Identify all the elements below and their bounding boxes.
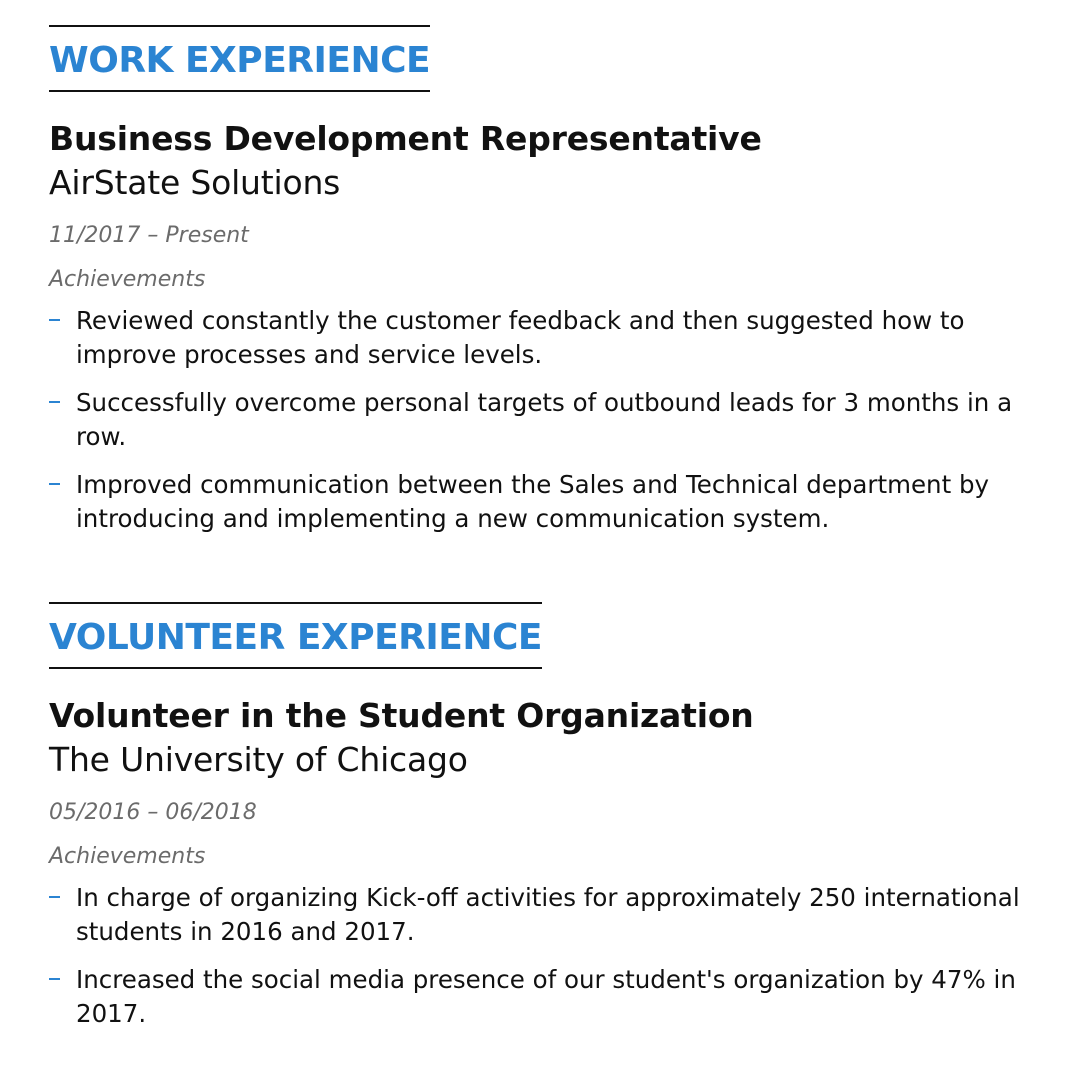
- resume-page: [49, 0, 1049, 1045]
- volunteer-experience-section: [49, 602, 1049, 1031]
- work-experience-section: [49, 25, 1049, 536]
- organization-name: The University of Chicago: [49, 740, 468, 779]
- company-name: AirState Solutions: [49, 163, 341, 202]
- section-heading-volunteer: VOLUNTEER EXPERIENCE: [49, 602, 542, 669]
- job-title: Business Development Representative: [49, 119, 762, 158]
- achievements-label: Achievements: [49, 844, 206, 869]
- section-heading-work: WORK EXPERIENCE: [49, 25, 430, 92]
- achievements-label: Achievements: [49, 267, 206, 292]
- achievement-text: Successfully overcome personal targets of outbound leads for 3 months in a row.: [76, 388, 1013, 451]
- achievement-item: [49, 468, 1036, 536]
- achievement-text: Increased the social media presence of our student's organization by 47% in 2017.: [76, 965, 1016, 1028]
- achievement-item: [49, 963, 1036, 1031]
- achievements-list: [49, 881, 1049, 1031]
- achievement-text: In charge of organizing Kick-off activities for approximately 250 international students in 2016 and 2017.: [76, 883, 1020, 946]
- date-range: 11/2017 – Present: [49, 223, 249, 248]
- dash-bullet-icon: [49, 319, 60, 321]
- achievement-item: [49, 881, 1036, 949]
- dash-bullet-icon: [49, 483, 60, 485]
- achievement-text: Reviewed constantly the customer feedback and then suggested how to improve processes and service levels.: [76, 306, 965, 369]
- achievement-item: [49, 386, 1036, 454]
- achievement-text: Improved communication between the Sales and Technical department by introducing and implementing a new communication system.: [76, 470, 990, 533]
- role-title: Volunteer in the Student Organization: [49, 696, 754, 735]
- volunteer-entry: [49, 696, 1049, 1031]
- work-entry: [49, 119, 1049, 536]
- achievements-list: [49, 304, 1049, 536]
- dash-bullet-icon: [49, 401, 60, 403]
- date-range: 05/2016 – 06/2018: [49, 800, 257, 825]
- achievement-item: [49, 304, 1036, 372]
- dash-bullet-icon: [49, 896, 60, 898]
- dash-bullet-icon: [49, 978, 60, 980]
